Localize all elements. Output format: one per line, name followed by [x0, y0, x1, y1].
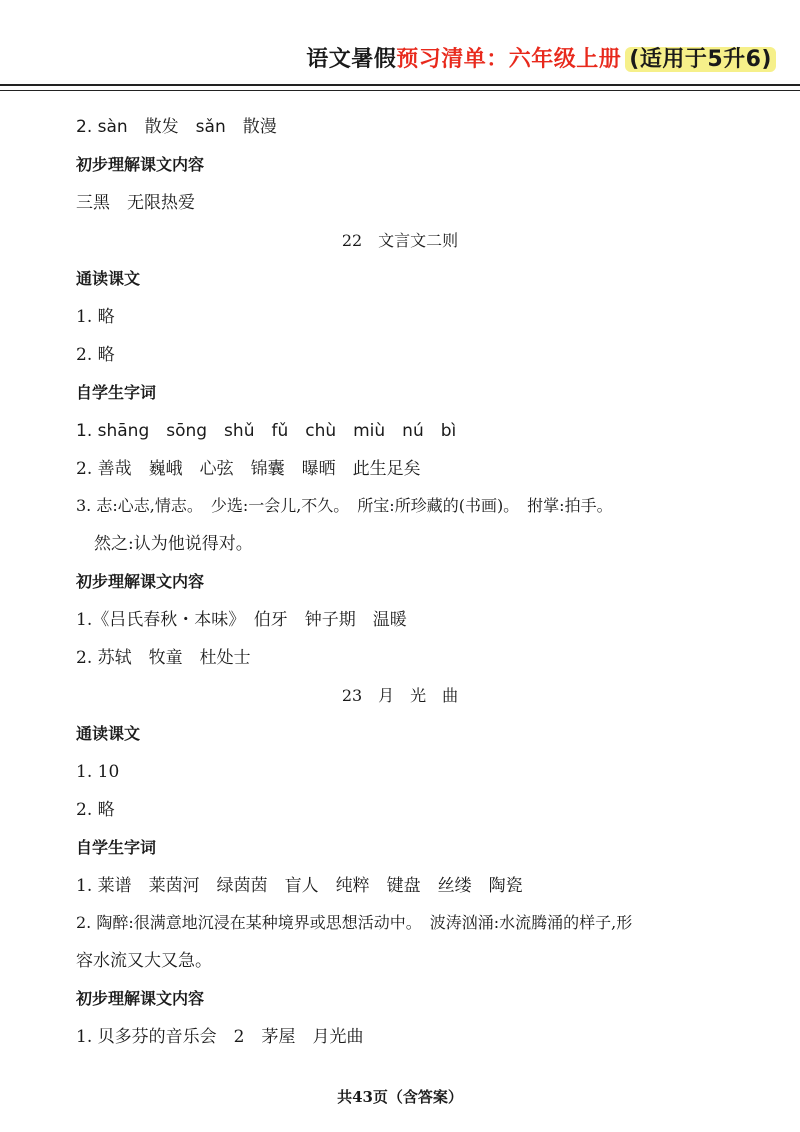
answer-line: 2. 善哉 巍峨 心弦 锦囊 曝晒 此生足矣	[76, 459, 421, 479]
answer-line: 2. 略	[76, 800, 115, 820]
answer-line-continued: 然之:认为他说得对。	[94, 534, 253, 554]
section-heading: 自学生字词	[76, 383, 157, 402]
answer-line: 2. 略	[76, 345, 115, 365]
answer-line: 1.《吕氏春秋・本味》 伯牙 钟子期 温暖	[76, 610, 407, 630]
section-heading: 初步理解课文内容	[76, 572, 205, 591]
header-rule-thick	[0, 84, 800, 86]
answer-line-continued: 容水流又大又急。	[76, 951, 212, 971]
section-heading: 通读课文	[76, 269, 141, 288]
lesson-title: 22 文言文二则	[341, 231, 459, 250]
answer-line: 2. 陶醉:很满意地沉浸在某种境界或思想活动中。 波涛汹涌:水流腾涌的样子,形	[76, 913, 633, 932]
answer-line: 三黑 无限热爱	[76, 193, 195, 213]
answer-line: 1. 略	[76, 307, 115, 327]
header-grade-badge: (适用于5升6)	[625, 47, 776, 72]
answer-line: 1. shāng sōng shǔ fǔ chù miù nú bì	[76, 421, 457, 441]
lesson-title: 23 月 光 曲	[341, 686, 459, 705]
section-heading: 初步理解课文内容	[76, 989, 205, 1008]
answer-line: 2. 苏轼 牧童 杜处士	[76, 648, 251, 668]
answer-line: 1. 莱谱 莱茵河 绿茵茵 盲人 纯粹 键盘 丝缕 陶瓷	[76, 876, 523, 896]
header-title-main: 预习清单：六年级上册	[396, 47, 622, 72]
answer-line: 3. 志:心志,情志。 少选:一会儿,不久。 所宝:所珍藏的(书画)。 拊掌:拍手。	[76, 496, 613, 515]
answer-line: 1. 10	[76, 762, 120, 782]
section-heading: 初步理解课文内容	[76, 155, 205, 174]
header-rule-thin	[0, 90, 800, 91]
page-header	[306, 42, 776, 73]
section-heading: 通读课文	[76, 724, 141, 743]
section-heading: 自学生字词	[76, 838, 157, 857]
answer-line: 1. 贝多芬的音乐会 2 茅屋 月光曲	[76, 1027, 364, 1047]
answer-line: 2. sàn 散发 sǎn 散漫	[76, 117, 277, 137]
header-title-prefix: 语文暑假	[306, 47, 397, 72]
page-footer: 共43页（含答案）	[337, 1088, 463, 1106]
